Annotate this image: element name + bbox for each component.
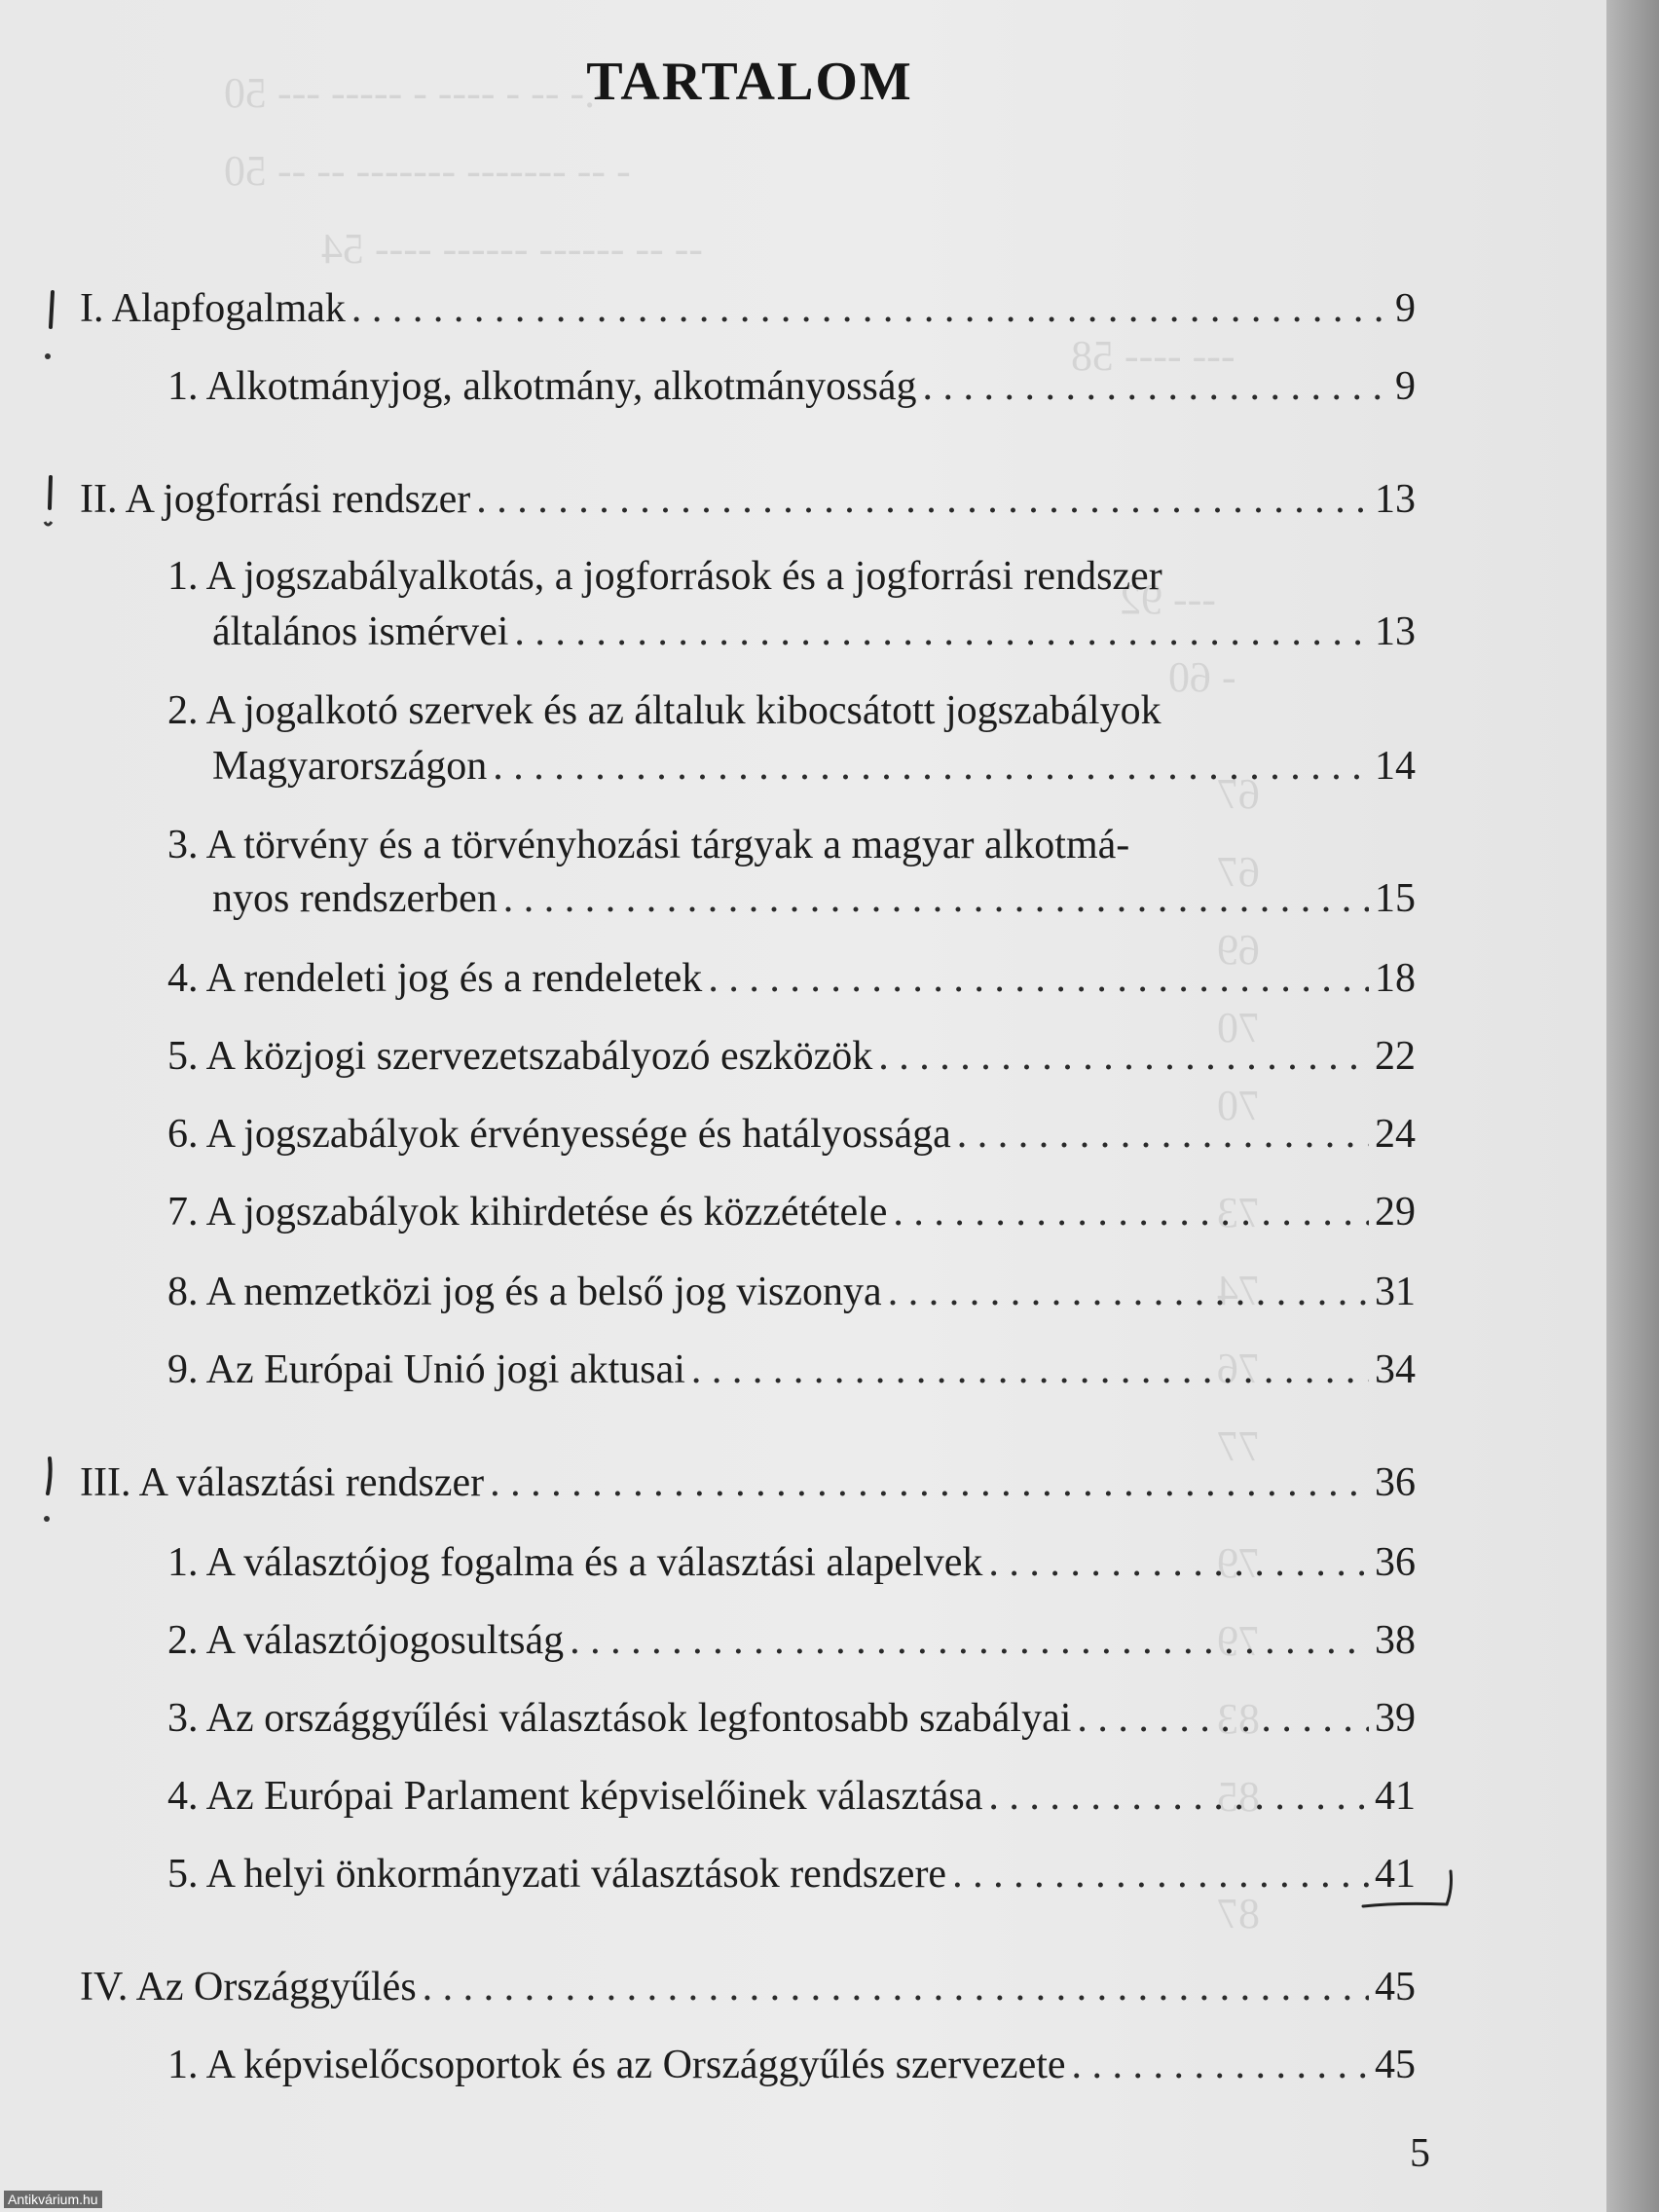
dot-leader (570, 1620, 1369, 1661)
toc-entry-2-1-line1 (167, 545, 1162, 608)
toc-entry-2-9 (167, 1349, 1416, 1390)
toc-entry-chapter-1 (80, 288, 1416, 329)
pencil-tick-mark-chapter-1 (39, 288, 68, 366)
toc-entry-3-4 (167, 1776, 1416, 1817)
dot-leader (878, 1036, 1369, 1077)
toc-entry-3-5 (167, 1854, 1416, 1895)
entry-label: 1. A képviselőcsoportok és az Országgyűlés szervezete (167, 2043, 1066, 2087)
entry-page: 24 (1375, 1112, 1416, 1157)
pencil-underline-mark (1359, 1860, 1466, 1918)
dot-leader (1077, 1698, 1369, 1739)
watermark: Antikvárium.hu (4, 2191, 102, 2208)
toc-entry-chapter-3 (80, 1462, 1416, 1503)
entry-page: 41 (1375, 1852, 1416, 1897)
entry-page: 18 (1375, 956, 1416, 1001)
entry-label-line1: 1. A jogszabályalkotás, a jogforrások és a jogforrási rendszer (167, 554, 1162, 599)
entry-label: 2. A választójogosultság (167, 1618, 565, 1663)
entry-label: I. Alapfogalmak (80, 286, 346, 331)
toc-entry-2-2-line1 (167, 680, 1161, 742)
entry-page: 31 (1375, 1270, 1416, 1314)
toc-entry-2-3-line1 (167, 814, 1129, 876)
dot-leader (514, 611, 1369, 652)
entry-page: 29 (1375, 1190, 1416, 1235)
toc-entry-4-1 (167, 2045, 1416, 2085)
dot-leader (503, 878, 1369, 919)
toc-entry-2-6 (167, 1114, 1416, 1155)
entry-label: 1. Alkotmányjog, alkotmány, alkotmányosság (167, 364, 917, 409)
toc-entry-2-1 (212, 611, 1416, 652)
entry-label: általános ismérvei (212, 609, 509, 654)
toc-entry-2-3 (212, 878, 1416, 919)
entry-label: nyos rendszerben (212, 876, 498, 921)
dot-leader (888, 1272, 1369, 1312)
entry-label-line1: 2. A jogalkotó szervek és az általuk kibocsátott jogszabályok (167, 688, 1161, 733)
dot-leader (988, 1542, 1369, 1583)
dot-leader (351, 288, 1389, 329)
entry-page: 9 (1395, 286, 1416, 331)
entry-page: 36 (1375, 1540, 1416, 1585)
entry-page: 14 (1375, 744, 1416, 789)
pencil-tick-mark-chapter-3 (37, 1455, 66, 1532)
toc-entry-chapter-2 (80, 479, 1416, 520)
dot-leader (1072, 2045, 1369, 2085)
page-title: TARTALOM (586, 52, 913, 112)
entry-page: 39 (1375, 1696, 1416, 1741)
dot-leader (988, 1776, 1369, 1817)
entry-page: 22 (1375, 1034, 1416, 1079)
entry-page: 45 (1375, 2043, 1416, 2087)
entry-label: II. A jogforrási rendszer (80, 477, 471, 522)
entry-page: 34 (1375, 1347, 1416, 1392)
entry-page: 9 (1395, 364, 1416, 409)
dot-leader (708, 958, 1369, 999)
entry-label: 7. A jogszabályok kihirdetése és közzététele (167, 1190, 888, 1235)
entry-label: 9. Az Európai Unió jogi aktusai (167, 1347, 685, 1392)
entry-page: 13 (1375, 609, 1416, 654)
dot-leader (691, 1349, 1369, 1390)
show-through-texture: -.- -- - ---- - ----- --- 50 - -- ------- ------- -- -- 50 -- -- ------ ------ ---- 54 --- ---- 58 --- 92 - 60 67 67 69 70 70 73 74 76 77 79 79 83 85 87 (224, 69, 1260, 1937)
entry-label: 8. A nemzetközi jog és a belső jog viszonya (167, 1270, 882, 1314)
toc-entry-2-8 (167, 1272, 1416, 1312)
book-binding-edge (1606, 0, 1659, 2212)
toc-entry-2-4 (167, 958, 1416, 999)
toc-entry-3-2 (167, 1620, 1416, 1661)
entry-page: 15 (1375, 876, 1416, 921)
dot-leader (923, 366, 1389, 407)
dot-leader (957, 1114, 1369, 1155)
entry-page: 45 (1375, 1965, 1416, 2009)
entry-label: 4. Az Európai Parlament képviselőinek választása (167, 1774, 983, 1819)
entry-label: IV. Az Országgyűlés (80, 1965, 417, 2009)
entry-page: 36 (1375, 1460, 1416, 1505)
toc-entry-2-2 (212, 746, 1416, 787)
entry-page: 13 (1375, 477, 1416, 522)
entry-label: 6. A jogszabályok érvényessége és hatályossága (167, 1112, 951, 1157)
dot-leader (493, 746, 1369, 787)
dot-leader (423, 1967, 1369, 2008)
entry-label: 5. A közjogi szervezetszabályozó eszközök (167, 1034, 873, 1079)
toc-entry-1-1 (167, 366, 1416, 407)
toc-entry-3-3 (167, 1698, 1416, 1739)
dot-leader (476, 479, 1369, 520)
dot-leader (952, 1854, 1369, 1895)
entry-label: 3. Az országgyűlési választások legfontosabb szabályai (167, 1696, 1072, 1741)
entry-label: 4. A rendeleti jog és a rendeletek (167, 956, 703, 1001)
entry-label: 1. A választójog fogalma és a választási alapelvek (167, 1540, 983, 1585)
entry-label: III. A választási rendszer (80, 1460, 485, 1505)
entry-page: 41 (1375, 1774, 1416, 1819)
dot-leader (490, 1462, 1369, 1503)
entry-label: Magyarországon (212, 744, 488, 789)
entry-page: 38 (1375, 1618, 1416, 1663)
toc-entry-3-1 (167, 1542, 1416, 1583)
pencil-tick-mark-chapter-2 (39, 475, 68, 543)
toc-entry-2-5 (167, 1036, 1416, 1077)
dot-leader (893, 1192, 1369, 1233)
page-number: 5 (1410, 2131, 1430, 2176)
toc-entry-2-7 (167, 1192, 1416, 1233)
toc-entry-chapter-4 (80, 1967, 1416, 2008)
entry-label-line1: 3. A törvény és a törvényhozási tárgyak a magyar alkotmá- (167, 823, 1130, 867)
entry-label: 5. A helyi önkormányzati választások rendszere (167, 1852, 947, 1897)
